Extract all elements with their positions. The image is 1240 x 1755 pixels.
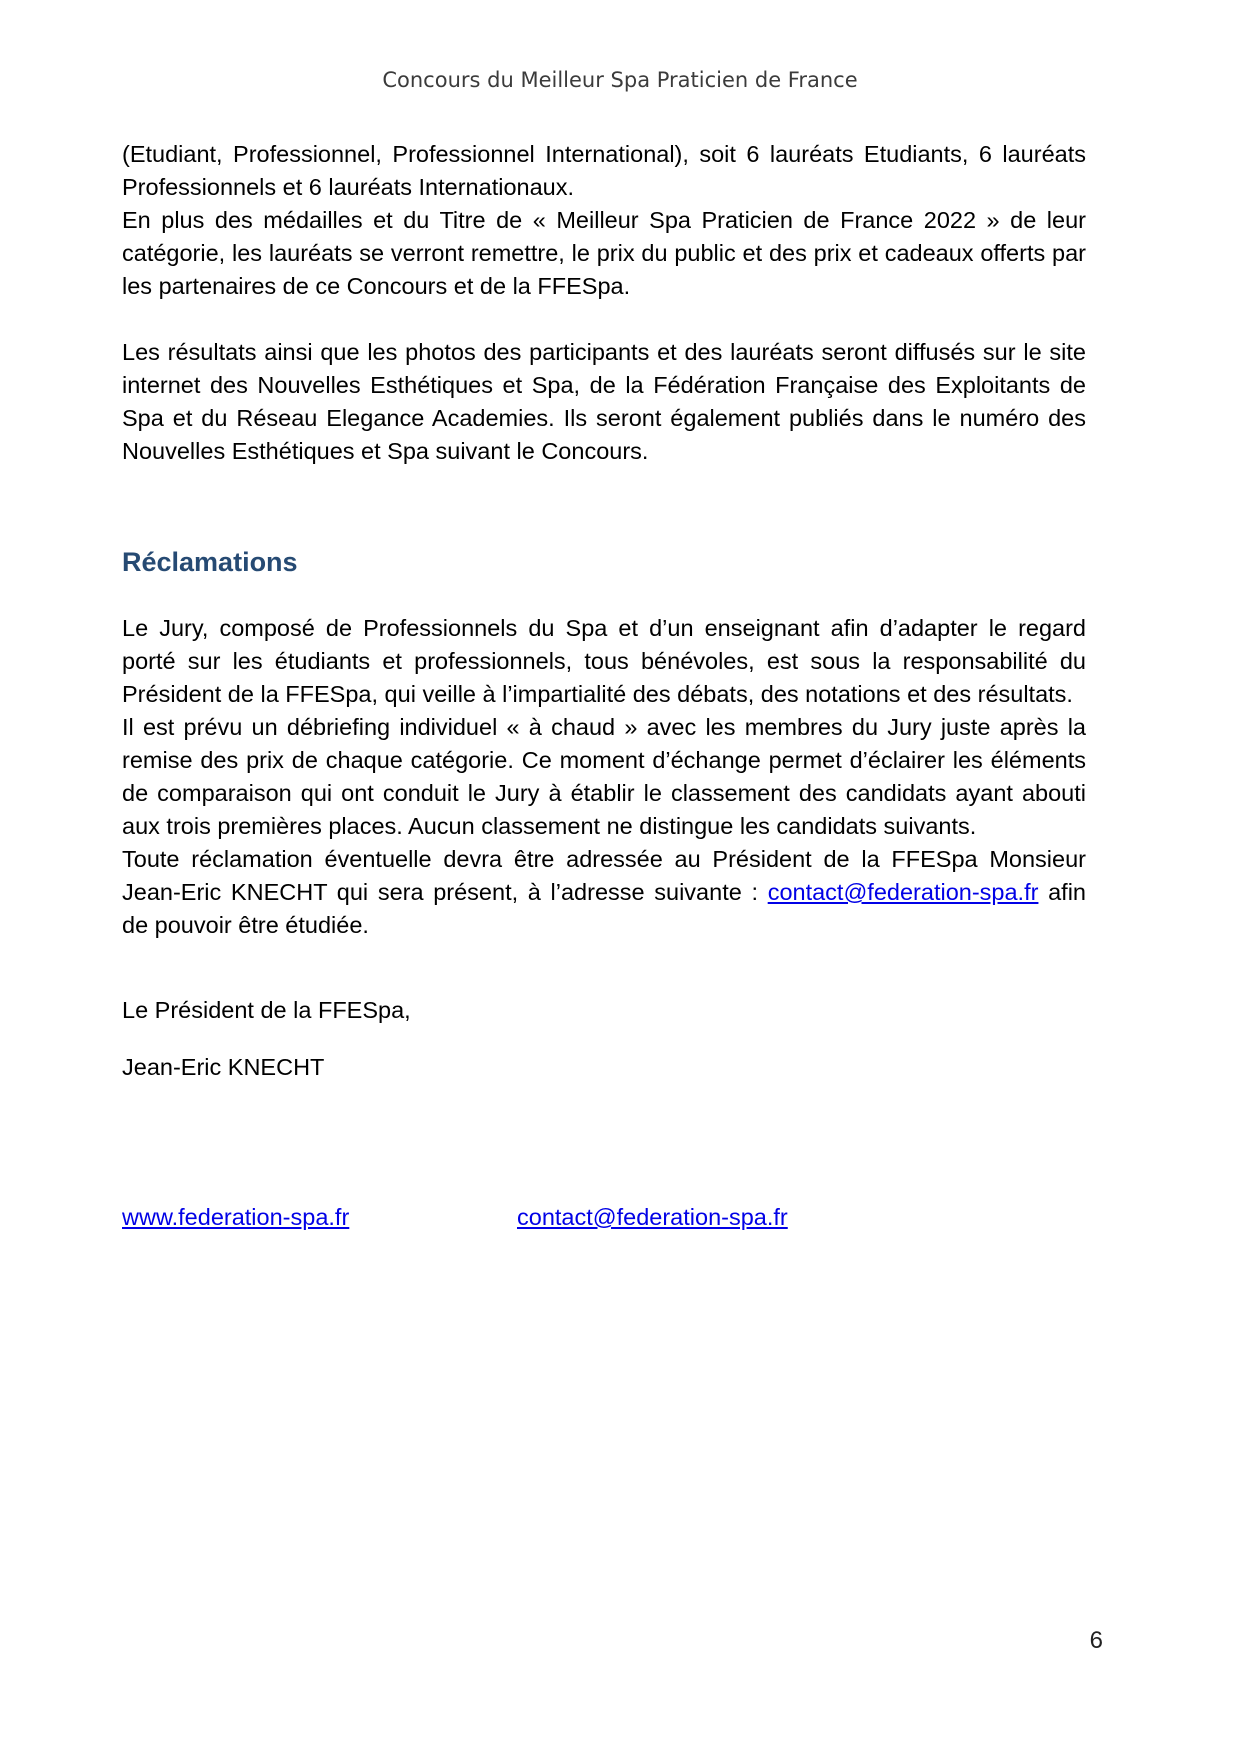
paragraph-jury: Le Jury, composé de Professionnels du Spa et d’un enseignant afin d’adapter le regard porté sur les étudiants et professionnels, tous bénévoles, est sous la responsabilité du Président de la FFESpa, qui veille à l’impartialité des débats, des notations et des résultats. (122, 615, 1086, 707)
signature-title: Le Président de la FFESpa, (122, 997, 411, 1023)
document-header (0, 66, 1240, 94)
contact-email-link[interactable]: contact@federation-spa.fr (767, 879, 1039, 905)
footer-links (122, 1201, 1086, 1234)
signature-name: Jean-Eric KNECHT (122, 1054, 325, 1080)
reclamation-text-prefix: Toute réclamation éventuelle devra être adressée au Président de la FFESpa Monsieur Jean-Eric KNECHT qui sera présent, à l’adresse suivante : (122, 846, 1086, 905)
reclamation-text-suffix: afin de pouvoir être étudiée. (122, 879, 1087, 938)
paragraph-resultats: Les résultats ainsi que les photos des participants et des lauréats seront diffusés sur le site internet des Nouvelles Esthétiques et Spa, de la Fédération Française des Exploitants de Spa et du Réseau Elegance Academies. Ils seront également publiés dans le numéro des Nouvelles Esthétiques et Spa suivant le Concours. (122, 339, 1086, 464)
section-heading-reclamations: Réclamations (122, 547, 298, 577)
page-number: 6 (1089, 1627, 1103, 1654)
paragraph-reclamation (122, 843, 1086, 942)
document-content (122, 138, 1086, 1234)
paragraph-laureats: (Etudiant, Professionnel, Professionnel International), soit 6 lauréats Etudiants, 6 lauréats Professionnels et 6 lauréats Internationaux. (122, 141, 1086, 200)
paragraph-medailles: En plus des médailles et du Titre de « Meilleur Spa Praticien de France 2022 » de leur catégorie, les lauréats se verront remettre, le prix du public et des prix et cadeaux offerts par les partenaires de ce Concours et de la FFESpa. (122, 207, 1086, 299)
email-footer-link[interactable]: contact@federation-spa.fr (517, 1204, 788, 1230)
website-link[interactable]: www.federation-spa.fr (122, 1204, 350, 1230)
paragraph-debriefing: Il est prévu un débriefing individuel « à chaud » avec les membres du Jury juste après la remise des prix de chaque catégorie. Ce moment d’échange permet d’éclairer les éléments de comparaison qui ont conduit le Jury à établir le classement des candidats ayant abouti aux trois premières places. Aucun classement ne distingue les candidats suivants. (122, 714, 1086, 839)
header-title: Concours du Meilleur Spa Praticien de France (382, 68, 858, 92)
website-link-cell (122, 1201, 517, 1234)
